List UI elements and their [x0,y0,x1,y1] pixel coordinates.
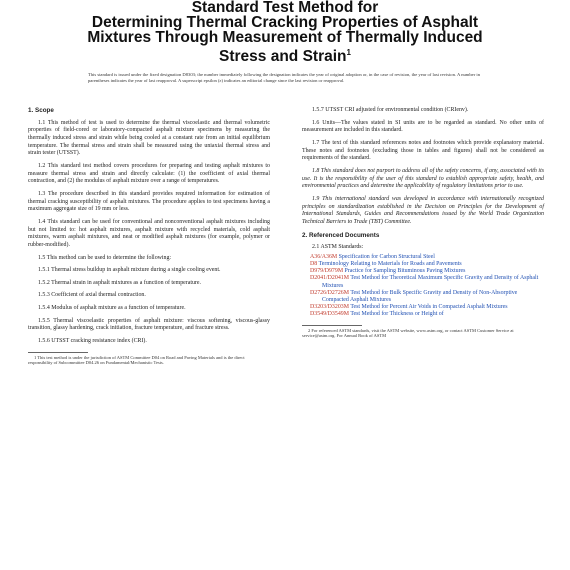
title-line [0,45,570,64]
paragraph: 1.5.5 Thermal viscoelastic properties of asphalt mixture: viscous softening, viscous-glassy transition, glassy hardening, crack initiation, fracture temperature, and fracture stress. [28,317,270,332]
reference-code-link[interactable]: D8 [310,261,318,268]
paragraph: 1.5.2 Thermal strain in asphalt mixtures as a function of temperature. [38,279,201,286]
reference-title-link[interactable]: Test Method for Thickness or Height of [350,311,444,318]
paragraph: 1.4 This standard can be used for conventional and nonconventional asphalt mixtures including but not limited to: hot asphalt mixtures, asphalt mixture with recycled materials, cold asphalt mixtures, warm asphalt mixtures, and neat or modified asphalt mixtures (for example, polymer or rubber-modified). [28,218,270,248]
reference-code-link[interactable]: A36/A36M [310,253,338,260]
footnote: 1 This test method is under the jurisdiction of ASTM Committee D04 on Road and Paving Materials and is the direct responsibility of Subcommittee D04.26 on Fundamental/Mechanistic Tests. [28,354,245,366]
reference-item[interactable] [310,311,544,318]
reference-code-link[interactable]: D3203/D3203M [310,304,349,311]
reference-item[interactable] [310,275,544,289]
title-line: Determining Thermal Cracking Properties of Asphalt [91,14,479,31]
reference-code-link[interactable]: D3549/D3549M [310,311,349,318]
designation-notice: This standard is issued under the fixed designation D8303; the number immediately following the designation indicates the year of original adoption or, in the case of revision, the year of last revision. A number in parentheses indicates the year of last reapproval. A superscript epsilon (ε) indicates an editorial change since the last revision or reapproval. [88,72,480,83]
reference-title-link[interactable]: Specification for Carbon Structural Steel [338,253,435,260]
reference-item[interactable] [310,253,544,261]
reference-title-link[interactable]: Test Method for Bulk Specific Gravity and Density of Non-Absorptive Compacted Asphalt Mixtures [322,289,518,304]
reference-code-link[interactable]: D2726/D2726M [310,289,349,296]
document-title [0,0,570,64]
reference-title-link[interactable]: Test Method for Percent Air Voids in Compacted Asphalt Mixtures [350,304,508,311]
title-footnote-mark: 1 [346,48,351,57]
paragraph: 1.7 The text of this standard references notes and footnotes which provide explanatory material. These notes and footnotes (excluding those in tables and figures) shall not be considered as requirements of the standard. [302,139,544,162]
paragraph: 1.5.6 UTSST cracking resistance index (CRI). [38,338,147,345]
left-column [28,107,270,366]
reference-title-link[interactable]: Practice for Sampling Bituminous Paving Mixtures [344,268,466,275]
right-column [302,107,544,338]
reference-code-link[interactable]: D2041/D2041M [310,275,349,282]
section-heading-referenced-documents: 2. Referenced Documents [302,231,380,239]
reference-list [302,254,544,319]
paragraph: 1.1 This method of test is used to determine the thermal viscoelastic and thermal volumetric properties of field-cored or laboratory-compacted asphalt mixture specimens by measuring the thermally induced stress and strain while being cooled at a constant rate from an initial equilibrium temperature. The thermal stress and strain shall be measured using the uniaxial thermal stress and strain tester (UTSST). [28,119,270,157]
title-line: Mixtures Through Measurement of Thermally Induced [87,29,483,46]
paragraph: 1.3 The procedure described in this standard provides required information for estimation of thermal cracking susceptibility of asphalt mixtures. The procedure applies to test specimens having a maximum aggregate size of 19 mm or less. [28,190,270,213]
footnote-divider [302,325,362,326]
subheading-astm-standards: 2.1 ASTM Standards: [312,244,364,251]
section-heading-scope: 1. Scope [28,107,54,114]
reference-item[interactable] [310,289,544,304]
paragraph: 1.5.4 Modulus of asphalt mixture as a function of temperature. [38,305,186,312]
footnote-divider [28,352,88,353]
title-line-text: Stress and Strain [219,48,347,66]
title-line: Standard Test Method for [191,0,379,16]
paragraph: 1.5.3 Coefficient of axial thermal contraction. [38,292,146,299]
reference-title-link[interactable]: Test Method for Theoretical Maximum Specific Gravity and Density of Asphalt Mixtures [322,275,539,289]
paragraph: 1.8 This standard does not purport to address all of the safety concerns, if any, associated with its use. It is the responsibility of the user of this standard to establish appropriate safety, health, and environmental practices and determine the applicability of regulatory limitations prior to use. [302,167,544,190]
reference-code-link[interactable]: D979/D979M [310,268,344,275]
paragraph: 1.5 This method can be used to determine the following: [38,254,172,261]
paragraph: 1.5.7 UTSST CRI adjusted for environmental condition (CRIenv). [312,107,469,113]
paragraph: 1.9 This international standard was developed in accordance with internationally recognized principles on standardization established in the Decision on Principles for the Development of International Standards, Guides and Recommendations issued by the World Trade Organization Technical Barriers to Trade (TBT) Committee. [302,195,544,225]
paragraph: 1.2 This standard test method covers procedures for preparing and testing asphalt mixtures to measure thermal stress and strain and directly calculate: (1) the coefficient of axial thermal contraction, and (2) the modulus of asphalt mixture over a range of temperatures. [28,162,270,185]
footnote: 2 For referenced ASTM standards, visit the ASTM website, www.astm.org, or contact ASTM Customer Service at service@astm.org. For Annual Book of ASTM [302,327,514,339]
paragraph: 1.5.1 Thermal stress buildup in asphalt mixture during a single cooling event. [38,267,221,274]
paragraph: 1.6 Units—The values stated in SI units are to be regarded as standard. No other units of measurement are included in this standard. [302,119,544,134]
reference-title-link[interactable]: Terminology Relating to Materials for Roads and Pavements [318,261,462,268]
